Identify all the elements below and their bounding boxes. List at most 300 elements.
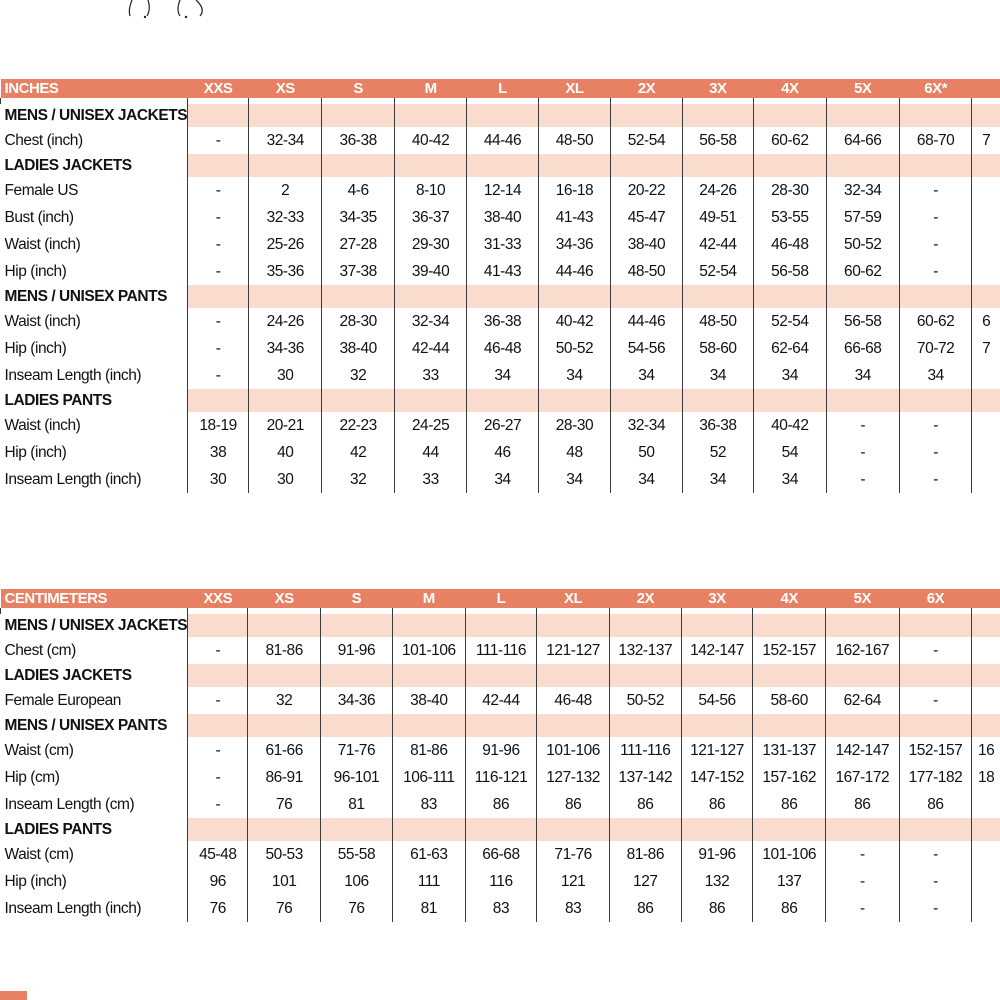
measurement-value: 28-30 [754,177,826,204]
section-fill [392,614,465,637]
measurement-value: 62-64 [826,687,900,714]
measurement-value: 40-42 [538,308,610,335]
measurement-value: 86 [609,895,681,922]
section-fill [249,285,322,308]
measurement-value: 66-68 [826,335,899,362]
measurement-value: 37-38 [322,258,394,285]
section-fill [682,285,753,308]
measurement-value: 34 [611,466,682,493]
measurement-value: 31-33 [467,231,538,258]
section-heading-row [1,614,1000,637]
size-header: M [394,79,466,98]
section-fill [609,818,681,841]
section-fill [249,104,322,127]
measurement-value: 24-26 [682,177,753,204]
section-fill [537,614,610,637]
measurement-value: 25-26 [249,231,322,258]
section-heading-row [1,285,1000,308]
measurement-value: 28-30 [538,412,610,439]
section-fill [899,664,972,687]
measurement-value: 42-44 [465,687,537,714]
section-fill [826,104,899,127]
measurement-value: 6 [972,308,1000,335]
unit-label: CENTIMETERS [1,589,188,608]
measurement-value [972,868,1000,895]
section-fill [611,104,682,127]
measurement-label: Hip (inch) [4,263,67,280]
measurement-value: 52-54 [754,308,826,335]
measurement-value: 56-58 [754,258,826,285]
measurement-value: 86 [753,791,826,818]
table-row [1,737,1000,764]
measurement-value: 42 [322,439,394,466]
section-fill [754,389,826,412]
section-heading-row [1,154,1000,177]
section-fill [394,154,466,177]
measurement-value: 34 [754,362,826,389]
measurement-value: 29-30 [394,231,466,258]
measurement-value: 60-62 [899,308,971,335]
table-row [1,335,1000,362]
measurement-value: 121 [537,868,610,895]
measurement-value: 44-46 [611,308,682,335]
measurement-value: 34-36 [249,335,322,362]
measurement-value: 86 [826,791,900,818]
measurement-value: - [899,895,972,922]
section-fill [826,714,900,737]
measurement-value: 26-27 [467,412,538,439]
measurement-value: 101-106 [392,637,465,664]
measurement-label: Waist (inch) [4,236,81,253]
measurement-value: 111 [392,868,465,895]
measurement-value: 116-121 [465,764,537,791]
section-fill [248,714,320,737]
section-fill [826,818,900,841]
measurement-value: 132 [681,868,753,895]
size-header: L [467,79,538,98]
measurement-value: 30 [249,466,322,493]
section-fill [682,104,753,127]
size-header [972,589,1000,608]
measurement-value: 48 [538,439,610,466]
size-header: 4X [753,589,826,608]
measurement-value [972,258,1000,285]
section-fill [188,389,249,412]
section-fill [249,389,322,412]
measurement-value: 70-72 [899,335,971,362]
section-fill [188,614,248,637]
measurement-value: 86 [609,791,681,818]
measurement-value: 32 [248,687,320,714]
measurement-value: 157-162 [753,764,826,791]
measurement-value: - [899,177,971,204]
measurement-value: 8-10 [394,177,466,204]
section-fill [826,614,900,637]
table-header-row [1,589,1000,608]
measurement-value: 54 [754,439,826,466]
measurement-label: Chest (inch) [4,132,83,149]
section-fill [826,389,899,412]
measurement-value: 121-127 [681,737,753,764]
measurement-value: 50-53 [248,841,320,868]
section-heading-row [1,664,1000,687]
section-fill [826,664,900,687]
section-fill [753,614,826,637]
measurement-value: 35-36 [249,258,322,285]
measurement-value: 32-34 [826,177,899,204]
section-fill [682,389,753,412]
measurement-value: - [826,439,899,466]
measurement-value: 41-43 [538,204,610,231]
table-row [1,127,1000,154]
measurement-value: 2 [249,177,322,204]
section-fill [465,818,537,841]
measurement-value: 96 [188,868,248,895]
measurement-value: - [899,637,972,664]
measurement-value: 33 [394,362,466,389]
table-row [1,204,1000,231]
measurement-value: 56-58 [826,308,899,335]
measurement-value: 86-91 [248,764,320,791]
section-fill [320,614,392,637]
section-fill [899,714,972,737]
section-fill [320,818,392,841]
measurement-value: 38-40 [467,204,538,231]
measurement-value: 81-86 [392,737,465,764]
size-header: S [320,589,392,608]
section-fill [394,104,466,127]
section-fill [467,154,538,177]
section-fill [681,714,753,737]
measurement-value: 34 [538,466,610,493]
measurement-value: 42-44 [682,231,753,258]
measurement-value: 86 [681,791,753,818]
measurement-value: 34 [826,362,899,389]
section-fill [188,154,249,177]
section-fill [467,104,538,127]
measurement-value: 34 [754,466,826,493]
section-fill [392,818,465,841]
measurement-value: - [188,127,249,154]
unit-label: INCHES [1,79,188,98]
section-heading: LADIES JACKETS [1,154,188,177]
measurement-value: 22-23 [322,412,394,439]
measurement-value: 32 [322,362,394,389]
section-fill [899,389,971,412]
measurement-value: 61-66 [248,737,320,764]
measurement-label: Inseam Length (cm) [4,796,135,813]
measurement-value: - [899,204,971,231]
measurement-value [972,204,1000,231]
measurement-value: - [188,308,249,335]
measurement-value: 18-19 [188,412,249,439]
measurement-value: 50-52 [826,231,899,258]
section-fill [467,285,538,308]
measurement-value: 54-56 [681,687,753,714]
section-fill [681,664,753,687]
section-fill [394,285,466,308]
measurement-label: Hip (inch) [4,873,67,890]
section-fill [754,104,826,127]
measurement-value: 86 [753,895,826,922]
measurement-value: 62-64 [754,335,826,362]
measurement-value: 131-137 [753,737,826,764]
measurement-value: - [188,204,249,231]
measurement-value: 36-37 [394,204,466,231]
measurement-value: 152-157 [899,737,972,764]
measurement-value: 54-56 [611,335,682,362]
figure-illustration [120,0,220,24]
section-heading-row [1,714,1000,737]
measurement-value: 34 [467,466,538,493]
section-fill [248,818,320,841]
table-row [1,466,1000,493]
measurement-value: 132-137 [609,637,681,664]
measurement-value: - [826,841,900,868]
measurement-value: 127 [609,868,681,895]
section-heading-row [1,389,1000,412]
size-header: XL [538,79,610,98]
measurement-label: Bust (inch) [4,209,74,226]
measurement-value: 46-48 [537,687,610,714]
measurement-value: 32 [322,466,394,493]
measurement-value: 142-147 [826,737,900,764]
measurement-value: 68-70 [899,127,971,154]
table-row [1,764,1000,791]
section-fill [972,664,1000,687]
measurement-value: 83 [537,895,610,922]
measurement-value: 76 [248,791,320,818]
measurement-value: 147-152 [681,764,753,791]
measurement-value: 96-101 [320,764,392,791]
section-heading-row [1,818,1000,841]
table-row [1,177,1000,204]
measurement-label: Waist (inch) [4,313,81,330]
table-row [1,637,1000,664]
section-heading: LADIES PANTS [1,818,188,841]
section-fill [753,818,826,841]
measurement-value: 83 [392,791,465,818]
table-row [1,308,1000,335]
size-header: S [322,79,394,98]
measurement-value: 152-157 [753,637,826,664]
size-header: 5X [826,79,899,98]
section-fill [538,154,610,177]
size-header: 2X [611,79,682,98]
measurement-label: Waist (inch) [4,417,81,434]
measurement-value: 111-116 [465,637,537,664]
measurement-value: 81-86 [609,841,681,868]
measurement-value: 64-66 [826,127,899,154]
section-fill [322,285,394,308]
size-header: XXS [188,79,249,98]
measurement-value: 76 [188,895,248,922]
section-fill [188,285,249,308]
size-header: XXS [188,589,248,608]
measurement-value: 38-40 [322,335,394,362]
section-fill [322,389,394,412]
section-fill [609,664,681,687]
measurement-value: - [899,231,971,258]
measurement-value: 86 [465,791,537,818]
section-fill [826,285,899,308]
measurement-value [972,895,1000,922]
section-fill [899,818,972,841]
section-heading: LADIES PANTS [1,389,188,412]
measurement-value: - [188,791,248,818]
measurement-value: 36-38 [682,412,753,439]
section-fill [188,818,248,841]
measurement-value: 49-51 [682,204,753,231]
measurement-value: 20-22 [611,177,682,204]
measurement-value: - [188,258,249,285]
measurement-value: 76 [320,895,392,922]
measurement-value: 7 [972,335,1000,362]
measurement-value: - [899,841,972,868]
measurement-value: 16-18 [538,177,610,204]
section-fill [188,104,249,127]
measurement-value: - [899,258,971,285]
measurement-value: 34 [467,362,538,389]
measurement-value: - [826,466,899,493]
section-fill [681,614,753,637]
size-header: XS [248,589,320,608]
measurement-label: Female US [4,182,78,199]
section-fill [188,714,248,737]
measurement-value: 81-86 [248,637,320,664]
measurement-value: 177-182 [899,764,972,791]
measurement-value: 91-96 [320,637,392,664]
measurement-value: 20-21 [249,412,322,439]
size-header: 3X [682,79,753,98]
measurement-label: Waist (cm) [4,846,74,863]
measurement-label: Hip (cm) [4,769,60,786]
section-fill [465,614,537,637]
measurement-value: - [188,177,249,204]
section-fill [754,154,826,177]
section-fill [972,714,1000,737]
measurement-value: 46-48 [467,335,538,362]
measurement-value: 53-55 [754,204,826,231]
table-row [1,412,1000,439]
measurement-value: 48-50 [538,127,610,154]
measurement-value [972,412,1000,439]
section-fill [537,714,610,737]
section-fill [609,614,681,637]
section-fill [681,818,753,841]
size-header: 5X [826,589,900,608]
measurement-value: 127-132 [537,764,610,791]
measurement-value: 50 [611,439,682,466]
size-header: 2X [609,589,681,608]
measurement-value: 111-116 [609,737,681,764]
measurement-value: - [188,687,248,714]
section-fill [320,714,392,737]
measurement-value: 12-14 [467,177,538,204]
measurement-value: 34-36 [320,687,392,714]
section-fill [972,104,1000,127]
measurement-value: 76 [248,895,320,922]
section-fill [394,389,466,412]
measurement-value: 42-44 [394,335,466,362]
section-fill [538,285,610,308]
measurement-value: 30 [249,362,322,389]
inches-size-table [0,79,1000,493]
size-header: M [392,589,465,608]
measurement-value: 36-38 [467,308,538,335]
measurement-value: - [826,895,900,922]
size-header: 6X* [899,79,971,98]
measurement-value [972,841,1000,868]
measurement-value: 48-50 [611,258,682,285]
section-fill [322,154,394,177]
measurement-value: 83 [465,895,537,922]
measurement-value: 44 [394,439,466,466]
measurement-value: 18 [972,764,1000,791]
measurement-value: - [899,412,971,439]
measurement-value: 46 [467,439,538,466]
measurement-value [972,466,1000,493]
measurement-value: 71-76 [537,841,610,868]
section-fill [899,285,971,308]
size-header: L [465,589,537,608]
measurement-value: 52 [682,439,753,466]
measurement-value [972,362,1000,389]
section-fill [537,664,610,687]
section-fill [538,389,610,412]
measurement-value: 106-111 [392,764,465,791]
measurement-value: 101-106 [537,737,610,764]
measurement-value: 50-52 [609,687,681,714]
section-fill [611,154,682,177]
measurement-value: 86 [681,895,753,922]
section-fill [611,285,682,308]
measurement-value: 34 [682,466,753,493]
measurement-value: 45-48 [188,841,248,868]
section-fill [899,104,971,127]
measurement-value: - [826,412,899,439]
measurement-value: 60-62 [826,258,899,285]
section-fill [249,154,322,177]
section-fill [467,389,538,412]
measurement-value: 81 [320,791,392,818]
table-row [1,868,1000,895]
section-heading-row [1,104,1000,127]
section-fill [188,664,248,687]
table-row [1,687,1000,714]
section-fill [972,285,1000,308]
measurement-value: 116 [465,868,537,895]
measurement-label: Inseam Length (inch) [4,367,142,384]
measurement-value: 52-54 [611,127,682,154]
section-heading: MENS / UNISEX JACKETS [1,104,188,127]
measurement-value: 86 [537,791,610,818]
table-row [1,791,1000,818]
measurement-value: 27-28 [322,231,394,258]
measurement-label: Female European [4,692,121,709]
table-row [1,362,1000,389]
table-row [1,841,1000,868]
measurement-value: - [188,335,249,362]
measurement-value: 34-35 [322,204,394,231]
measurement-value: 34 [538,362,610,389]
measurement-value [972,791,1000,818]
measurement-value: 162-167 [826,637,900,664]
measurement-value: 91-96 [465,737,537,764]
measurement-value: - [188,737,248,764]
section-fill [320,664,392,687]
section-fill [537,818,610,841]
